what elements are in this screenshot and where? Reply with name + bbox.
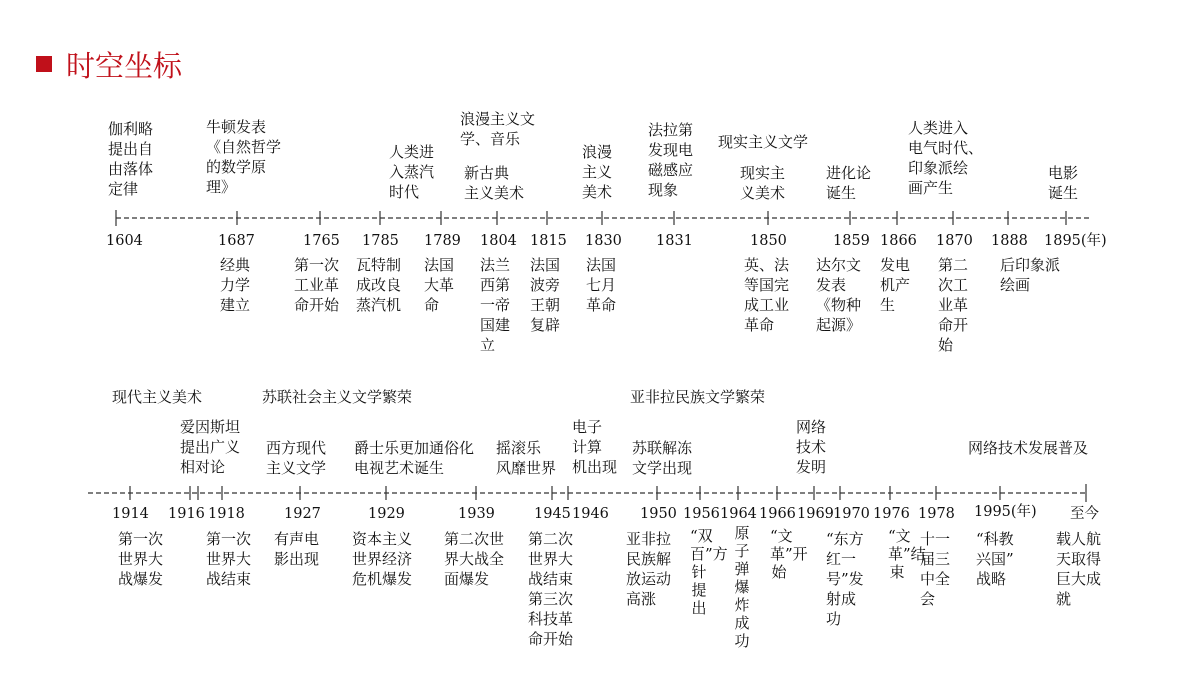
event-label: 第一次 世界大 战爆发 bbox=[118, 530, 164, 588]
event-label-vertical: “文革”开始 bbox=[770, 527, 808, 581]
year-label: 1870 bbox=[936, 233, 973, 249]
event-label: 达尔文 发表 《物种 起源》 bbox=[816, 256, 862, 334]
event-label: 第二 次工 业革 命开 始 bbox=[938, 256, 969, 354]
event-label: 摇滚乐 风靡世界 bbox=[496, 439, 557, 477]
year-label: 1888 bbox=[991, 233, 1028, 249]
event-label-vertical: “文革”结束 bbox=[888, 527, 926, 581]
year-label: 1929 bbox=[368, 506, 405, 522]
year-label: 1939 bbox=[458, 506, 495, 522]
year-label: 1978 bbox=[918, 506, 955, 522]
event-label: 第二次世 界大战全 面爆发 bbox=[444, 530, 505, 588]
year-label: 1916 bbox=[168, 506, 205, 522]
year-label: 1895(年) bbox=[1044, 233, 1107, 249]
event-label: 十一 届三 中全 会 bbox=[920, 530, 951, 608]
page-title: 时空坐标 bbox=[66, 48, 183, 83]
top-axis bbox=[116, 210, 1092, 226]
year-label: 1918 bbox=[208, 506, 245, 522]
event-label: 伽利略 提出自 由落体 定律 bbox=[108, 120, 154, 198]
year-label: 1956 bbox=[683, 506, 720, 522]
event-label: 资本主义 世界经济 危机爆发 bbox=[352, 530, 413, 588]
event-label: 浪漫 主义 美术 bbox=[582, 143, 613, 201]
year-label: 1830 bbox=[585, 233, 622, 249]
event-label: 浪漫主义文 学、音乐 bbox=[460, 110, 536, 148]
event-label: “科教 兴国” 战略 bbox=[976, 530, 1014, 588]
year-label: 1927 bbox=[284, 506, 321, 522]
event-label: 人类进入 电气时代、 印象派绘 画产生 bbox=[908, 119, 984, 197]
event-label: 英、法 等国完 成工业 革命 bbox=[744, 256, 790, 334]
event-label: 第二次 世界大 战结束 第三次 科技革 命开始 bbox=[528, 530, 574, 648]
event-label: 牛顿发表 《自然哲学 的数学原 理》 bbox=[206, 118, 282, 196]
event-label: 法国 大革 命 bbox=[424, 256, 455, 314]
event-label: 法国 七月 革命 bbox=[586, 256, 617, 314]
event-label: 后印象派 绘画 bbox=[1000, 256, 1061, 294]
year-label: 1945 bbox=[534, 506, 571, 522]
event-label: 电影 诞生 bbox=[1048, 164, 1079, 202]
year-label: 1859 bbox=[833, 233, 870, 249]
year-label: 1604 bbox=[106, 233, 143, 249]
event-label: 法国 波旁 王朝 复辟 bbox=[530, 256, 561, 334]
event-label: 现实主义文学 bbox=[718, 133, 809, 151]
year-label: 1850 bbox=[750, 233, 787, 249]
year-label: 1946 bbox=[572, 506, 609, 522]
event-label: “东方 红一 号”发 射成 功 bbox=[826, 530, 864, 628]
year-label: 1914 bbox=[112, 506, 149, 522]
event-label-vertical: “双百”方针提出 bbox=[690, 527, 728, 617]
event-label-vertical: 原子弹爆炸成功 bbox=[734, 524, 750, 650]
year-label: 至今 bbox=[1070, 506, 1099, 522]
year-label: 1969 bbox=[797, 506, 834, 522]
event-label: 经典 力学 建立 bbox=[220, 256, 251, 314]
year-label: 1950 bbox=[640, 506, 677, 522]
event-label: 苏联解冻 文学出现 bbox=[632, 439, 693, 477]
year-label: 1970 bbox=[833, 506, 870, 522]
year-label: 1789 bbox=[424, 233, 461, 249]
event-label: 法兰 西第 一帝 国建 立 bbox=[480, 256, 511, 354]
year-label: 1831 bbox=[656, 233, 693, 249]
event-label: 亚非拉民族文学繁荣 bbox=[630, 388, 766, 406]
event-label: 新古典 主义美术 bbox=[464, 164, 525, 202]
event-label: 现代主义美术 bbox=[112, 388, 203, 406]
event-label: 网络技术发展普及 bbox=[968, 439, 1089, 457]
event-label: 现实主 义美术 bbox=[740, 164, 786, 202]
event-label: 人类进 入蒸汽 时代 bbox=[389, 143, 435, 201]
year-label: 1804 bbox=[480, 233, 517, 249]
event-label: 有声电 影出现 bbox=[274, 530, 320, 568]
event-label: 法拉第 发现电 磁感应 现象 bbox=[648, 121, 694, 199]
year-label: 1765 bbox=[303, 233, 340, 249]
event-label: 第一次 世界大 战结束 bbox=[206, 530, 252, 588]
event-label: 爱因斯坦 提出广义 相对论 bbox=[180, 418, 241, 476]
year-label: 1966 bbox=[759, 506, 796, 522]
year-label: 1976 bbox=[873, 506, 910, 522]
event-label: 电子 计算 机出现 bbox=[572, 418, 618, 476]
event-label: 载人航 天取得 巨大成 就 bbox=[1056, 530, 1102, 608]
event-label: 网络 技术 发明 bbox=[796, 418, 827, 476]
year-label: 1995(年) bbox=[974, 504, 1037, 520]
year-label: 1815 bbox=[530, 233, 567, 249]
event-label: 发电 机产 生 bbox=[880, 256, 911, 314]
year-label: 1687 bbox=[218, 233, 255, 249]
year-label: 1785 bbox=[362, 233, 399, 249]
event-label: 亚非拉 民族解 放运动 高涨 bbox=[626, 530, 672, 608]
event-label: 爵士乐更加通俗化 电视艺术诞生 bbox=[354, 439, 475, 477]
event-label: 西方现代 主义文学 bbox=[266, 439, 327, 477]
event-label: 苏联社会主义文学繁荣 bbox=[262, 388, 413, 406]
year-label: 1866 bbox=[880, 233, 917, 249]
year-label: 1964 bbox=[720, 506, 757, 522]
event-label: 瓦特制 成改良 蒸汽机 bbox=[356, 256, 402, 314]
bottom-axis bbox=[88, 484, 1088, 502]
event-label: 第一次 工业革 命开始 bbox=[294, 256, 340, 314]
event-label: 进化论 诞生 bbox=[826, 164, 872, 202]
